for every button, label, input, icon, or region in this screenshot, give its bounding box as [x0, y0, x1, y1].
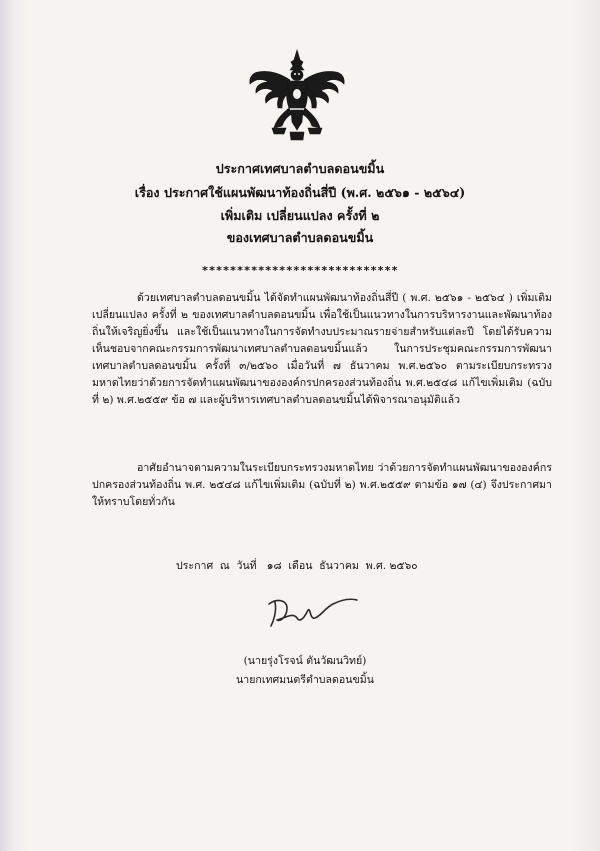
- garuda-emblem-icon: [246, 48, 348, 148]
- body-paragraph-1: [92, 290, 552, 409]
- paragraph-1-text: ด้วยเทศบาลตำบลดอนขมิ้น ได้จัดทำแผนพัฒนาท้องถิ่นสี่ปี ( พ.ศ. ๒๕๖๑ - ๒๕๖๔ ) เพิ่มเติม เปลี่ยนแปลง ครั้งที่ ๒ ของเทศบาลตำบลดอนขมิ้น เพื่อใช้เป็นแนวทางในการบริหารงานและพัฒนาท้องถิ่นให้เจริญยิ่งขึ้น และใช้เป็นแนวทางในการจัดทำงบประมาณรายจ่ายสำหรับแต่ละปี โดยได้รับความเห็นชอบจากคณะกรรมการพัฒนาเทศบาลตำบลดอนขมิ้นแล้ว ในการประชุมคณะกรรมการพัฒนาเทศบาลตำบลดอนขมิ้น ครั้งที่ ๓/๒๕๖๐ เมื่อวันที่ ๗ ธันวาคม พ.ศ.๒๕๖๐ ตามระเบียบกระทรวงมหาดไทยว่าด้วยการจัดทำแผนพัฒนาขององค์กรปกครองส่วนท้องถิ่น พ.ศ.๒๕๔๘ แก้ไขเพิ่มเติม (ฉบับที่ ๒) พ.ศ.๒๕๕๙ ข้อ ๗ และผู้บริหารเทศบาลตำบลดอนขมิ้นได้พิจารณาอนุมัติแล้ว: [92, 292, 552, 406]
- body-paragraph-2: [92, 460, 552, 511]
- announcement-issuer: ของเทศบาลตำบลดอนขมิ้น: [226, 230, 374, 245]
- signatory-position: นายกเทศมนตรีตำบลดอนขมิ้น: [236, 674, 374, 686]
- separator-stars: ****************************: [201, 264, 399, 277]
- announcement-subject: เรื่อง ประกาศใช้แผนพัฒนาท้องถิ่นสี่ปี (พ.ศ. ๒๕๖๑ - ๒๕๖๔): [134, 185, 466, 200]
- signatory-name: (นายรุ่งโรจน์ ตันวัฒนวิทย์): [243, 655, 367, 667]
- paragraph-2-text: อาศัยอำนาจตามความในระเบียบกระทรวงมหาดไทย ว่าด้วยการจัดทำแผนพัฒนาขององค์กรปกครองส่วนท้องถิ่น พ.ศ. ๒๕๔๘ แก้ไขเพิ่มเติม (ฉบับที่ ๒) พ.ศ.๒๕๕๙ ตามข้อ ๑๗ (๔) จึงประกาศมาให้ทราบโดยทั่วกัน: [92, 462, 552, 508]
- announcement-revision: เพิ่มเติม เปลี่ยนแปลง ครั้งที่ ๒: [220, 208, 380, 223]
- announcement-date: ประกาศ ณ วันที่ ๑๘ เดือน ธันวาคม พ.ศ. ๒๕๖๐: [176, 560, 418, 572]
- handwritten-signature: [263, 590, 363, 630]
- announcement-org-title: ประกาศเทศบาลตำบลดอนขมิ้น: [215, 161, 385, 176]
